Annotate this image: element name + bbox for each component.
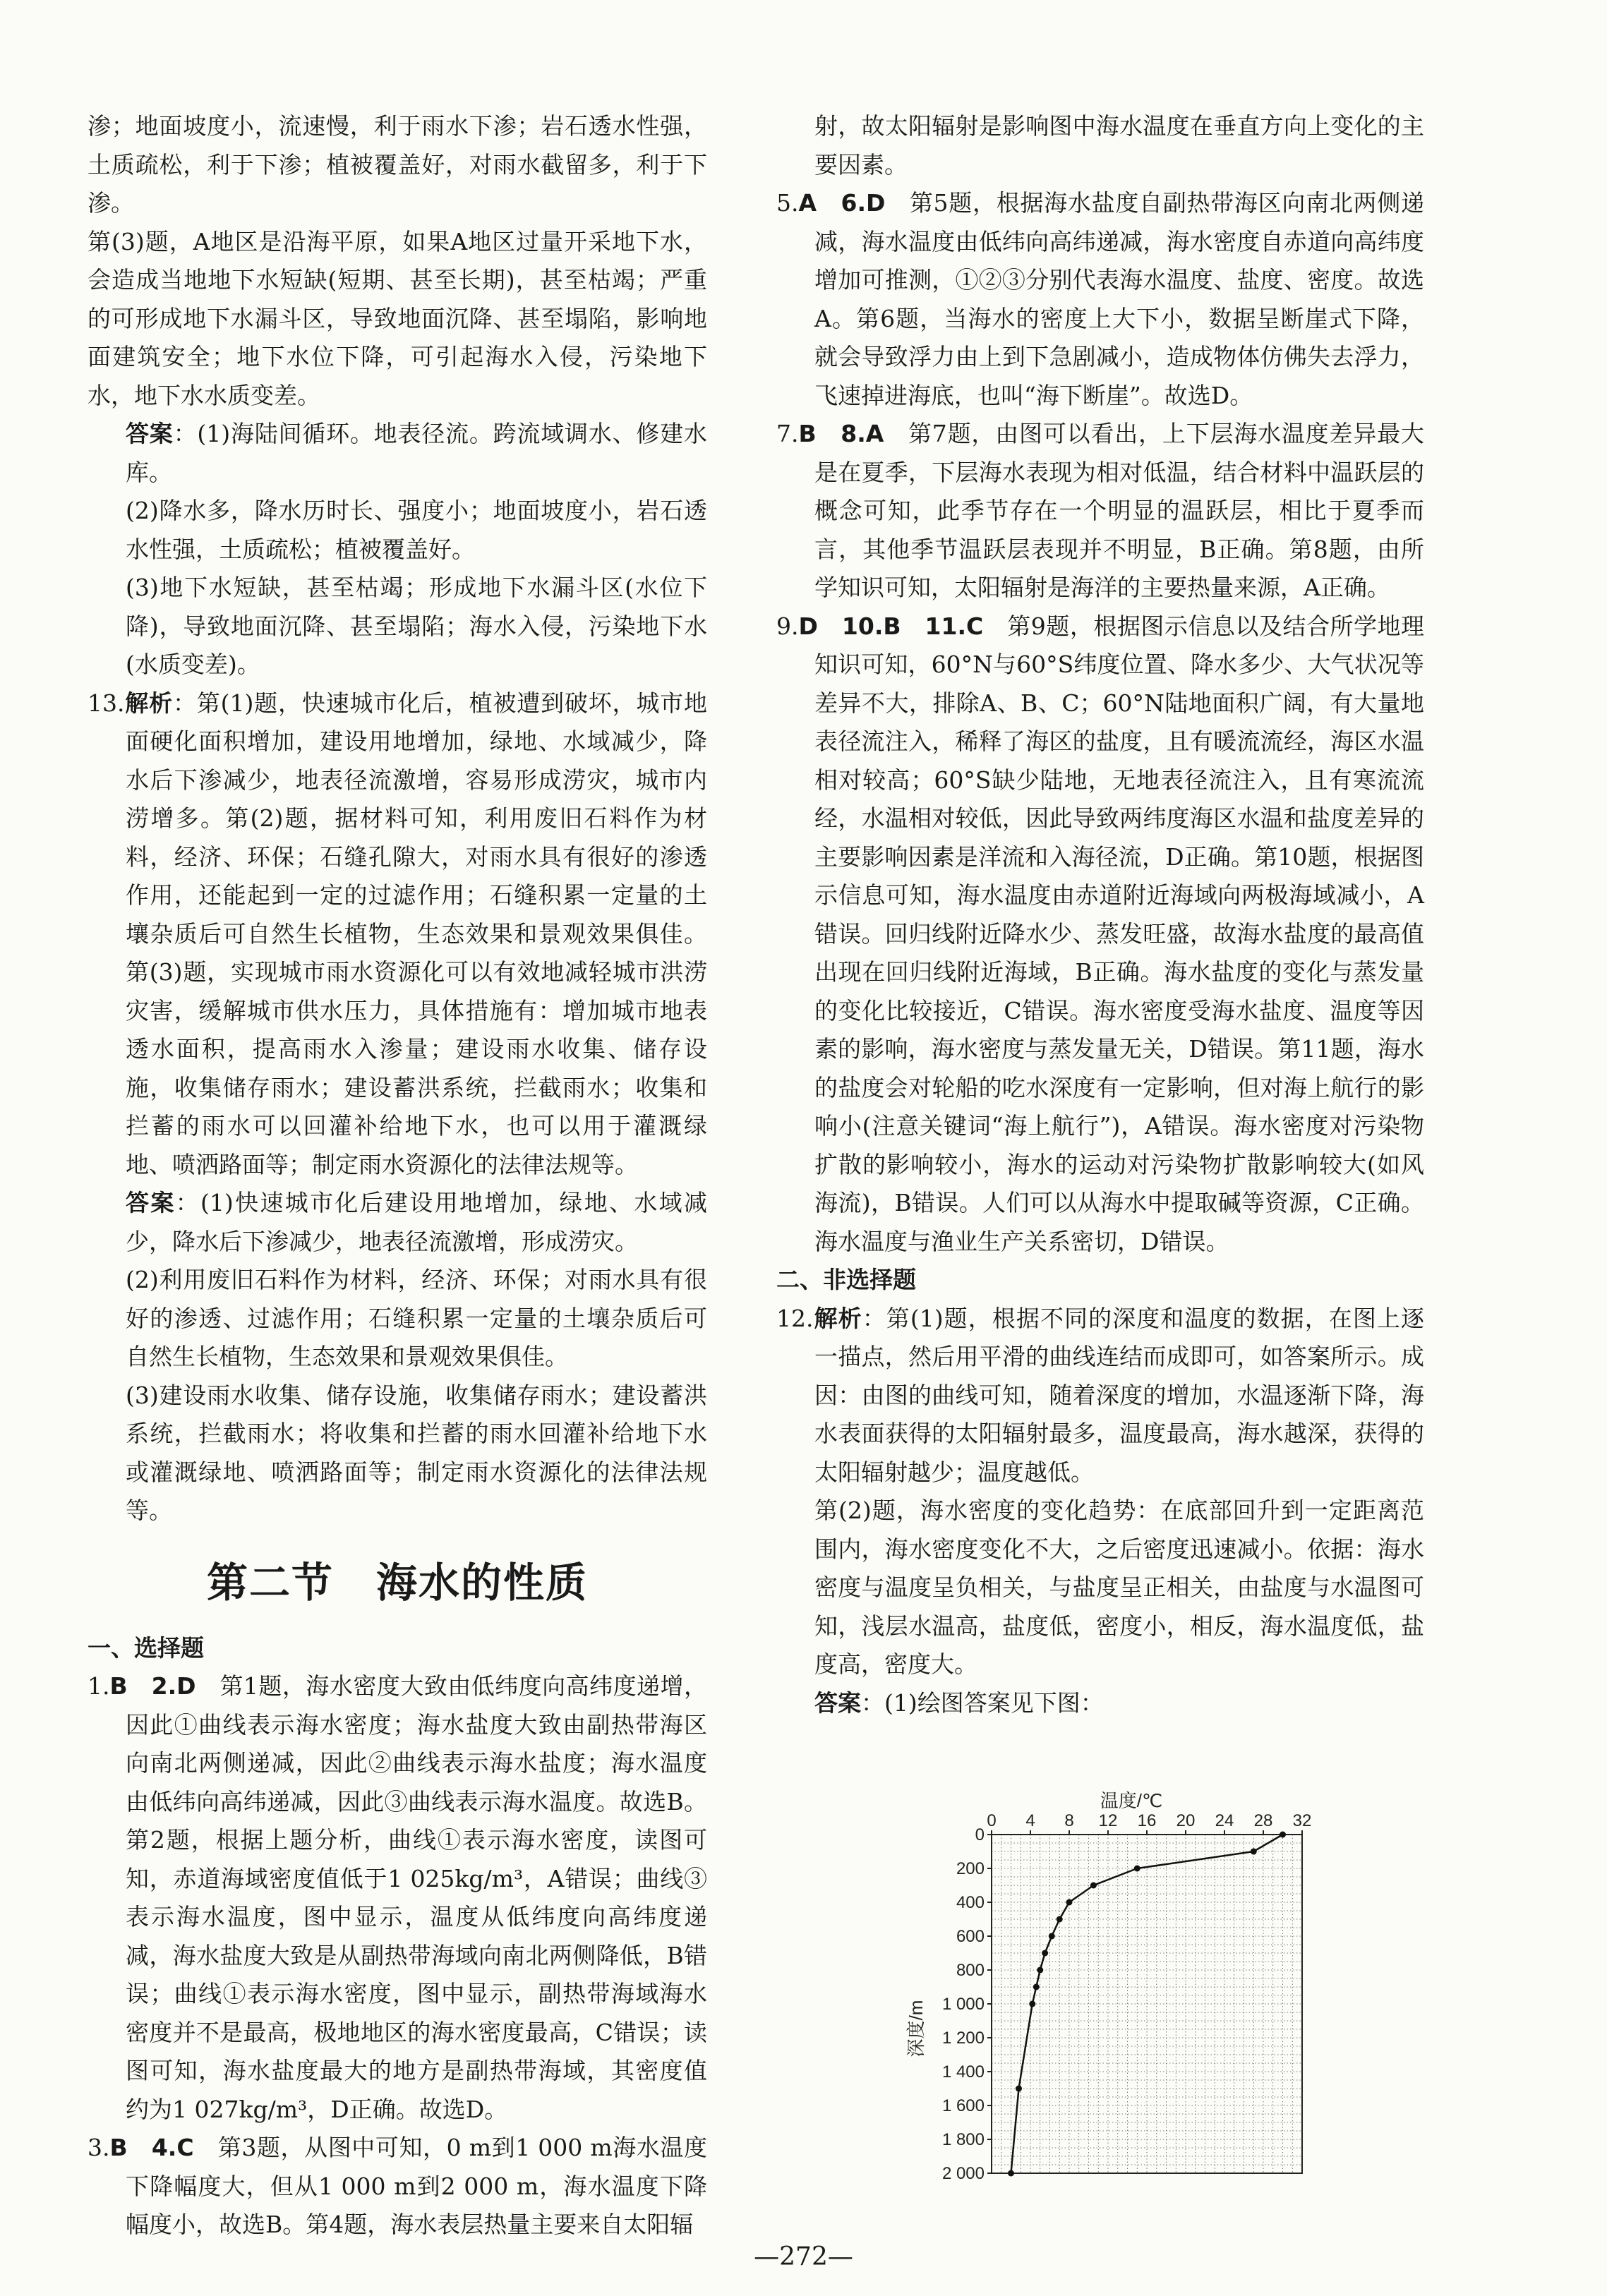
data-point bbox=[1066, 1899, 1073, 1906]
x-tick-label: 8 bbox=[1064, 1811, 1074, 1830]
chart-axes bbox=[942, 1811, 1311, 2183]
answer-paragraph: (2)降水多，降水历时长、强度小；地面坡度小，岩石透水性强，土质疏松；植被覆盖好。 bbox=[126, 497, 707, 563]
y-axis-label: 深度/m bbox=[905, 2000, 927, 2058]
data-point bbox=[1042, 1950, 1048, 1957]
x-axis-label: 温度/℃ bbox=[1100, 1790, 1163, 1811]
x-tick-label: 0 bbox=[987, 1811, 997, 1830]
section-title: 第二节 海水的性质 bbox=[206, 1558, 588, 1607]
analysis-label: 解析 bbox=[813, 1304, 862, 1332]
answer-text: ：(1)海陆间循环。地表径流。跨流域调水、修建水库。 bbox=[126, 420, 708, 486]
y-tick-label: 200 bbox=[956, 1859, 985, 1878]
x-tick-label: 20 bbox=[1176, 1811, 1196, 1830]
data-point bbox=[1090, 1883, 1097, 1889]
paragraph: 渗；地面坡度小，流速慢，利于雨水下渗；岩石透水性强，土质疏松，利于下渗；植被覆盖好，对雨水截留多，利于下渗。 bbox=[88, 112, 707, 217]
data-point bbox=[1280, 1832, 1286, 1838]
question-9 bbox=[776, 608, 1424, 1262]
data-point bbox=[1251, 1849, 1257, 1855]
answer-text: ：(1)绘图答案见下图： bbox=[861, 1688, 1104, 1717]
y-tick-label: 600 bbox=[956, 1927, 985, 1946]
data-point bbox=[1057, 1916, 1063, 1923]
y-tick-label: 1 600 bbox=[941, 2096, 985, 2115]
analysis-text: ：第(1)题，根据不同的深度和温度的数据，在图上逐一描点，然后用平滑的曲线连结而成即可，如答案所示。成因：由图的曲线可知，随着深度的增加，水温逐渐下降，海水表面获得的太阳辐射最多，温度最高，海水越深，获得的太阳辐射越少；温度越低。 bbox=[814, 1304, 1425, 1486]
answer-paragraph: (2)利用废旧石料作为材料，经济、环保；对雨水具有很好的渗透、过滤作用；石缝积累一定量的土壤杂质后可自然生长植物，生态效果和景观效果俱佳。 bbox=[126, 1266, 707, 1370]
temperature-depth-chart bbox=[900, 1789, 1337, 2184]
question-answers: B 4.C bbox=[109, 2134, 194, 2161]
question-number: 9. bbox=[776, 612, 799, 640]
data-point bbox=[1049, 1933, 1055, 1940]
question-1 bbox=[88, 1667, 707, 2129]
paragraph: 第(2)题，海水密度的变化趋势：在底部回升到一定距离范围内，海水密度变化不大，之后密度迅速减小。依据：海水密度与温度呈负相关，与盐度呈正相关，由盐度与水温图可知，浅层水温高，盐度低，密度小，相反，海水温度低，盐度高，密度大。 bbox=[814, 1497, 1424, 1678]
analysis-label: 解析 bbox=[124, 689, 173, 717]
sub-heading: 二、非选择题 bbox=[776, 1266, 916, 1293]
question-number: 13. bbox=[88, 689, 125, 717]
left-column bbox=[88, 107, 707, 2244]
data-point bbox=[1008, 2170, 1014, 2177]
question-text: 第1题，海水密度大致由低纬度向高纬度递增，因此①曲线表示海水密度；海水盐度大致由副热带海区向南北两侧递减，因此②曲线表示海水盐度；海水温度由低纬向高纬递减，因此③曲线表示海水温度。故选B。第2题，根据上题分析，曲线①表示海水密度，读图可知，赤道海域密度值低于1 025kg/m³，A错误；曲线③表示海水温度，图中显示，温度从低纬度向高纬度递减，海水盐度大致是从副热带海域向南北两侧降低，B错误；曲线①表示海水密度，图中显示，副热带海域海水密度并不是最高，极地地区的海水密度最高，C错误；读图可知，海水盐度最大的地方是副热带海域，其密度值约为1 027kg/m³，D正确。故选D。 bbox=[126, 1672, 707, 2123]
question-text: 第3题，从图中可知，0 m到1 000 m海水温度下降幅度大，但从1 000 m到2 000 m，海水温度下降幅度小，故选B。第4题，海水表层热量主要来自太阳辐 bbox=[126, 2134, 708, 2238]
x-tick-label: 12 bbox=[1098, 1811, 1118, 1830]
question-5 bbox=[776, 184, 1424, 415]
y-tick-label: 1 400 bbox=[941, 2062, 985, 2081]
data-point bbox=[1016, 2086, 1022, 2092]
question-answers: D 10.B 11.C bbox=[798, 612, 984, 640]
data-point bbox=[1037, 1967, 1043, 1974]
data-point bbox=[1134, 1866, 1140, 1872]
analysis-text: ：第(1)题，快速城市化后，植被遭到破坏，城市地面硬化面积增加，建设用地增加，绿地、水域减少，降水后下渗减少，地表径流激增，容易形成涝灾，城市内涝增多。第(2)题，据材料可知，利用废旧石料作为材料，经济、环保；石缝孔隙大，对雨水具有很好的渗透作用，还能起到一定的过滤作用；石缝积累一定量的土壤杂质后可自然生长植物，生态效果和景观效果俱佳。第(3)题，实现城市雨水资源化可以有效地减轻城市洪涝灾害，缓解城市供水压力，具体措施有：增加城市地表透水面积，提高雨水入渗量；建设雨水收集、储存设施，收集储存雨水；建设蓄洪系统，拦截雨水；收集和拦蓄的雨水可以回灌补给地下水，也可以用于灌溉绿地、喷洒路面等；制定雨水资源化的法律法规等。 bbox=[126, 689, 708, 1178]
x-tick-label: 16 bbox=[1137, 1811, 1157, 1830]
x-tick-label: 32 bbox=[1292, 1811, 1312, 1830]
question-number: 7. bbox=[776, 420, 799, 447]
answer-paragraph bbox=[776, 1684, 1424, 1723]
paragraph: 射，故太阳辐射是影响图中海水温度在垂直方向上变化的主要因素。 bbox=[814, 112, 1424, 179]
question-number: 12. bbox=[776, 1304, 814, 1332]
question-number: 3. bbox=[88, 2134, 110, 2161]
answer-paragraph bbox=[88, 415, 707, 492]
data-point bbox=[1033, 1984, 1040, 1990]
x-tick-label: 4 bbox=[1025, 1811, 1035, 1830]
y-tick-label: 1 000 bbox=[941, 1995, 985, 2014]
question-13 bbox=[88, 684, 707, 1185]
question-text: 第5题，根据海水盐度自副热带海区向南北两侧递减，海水温度由低纬向高纬递减，海水密度自赤道向高纬度增加可推测，①②③分别代表海水温度、盐度、密度。故选A。第6题，当海水的密度上大下小，数据呈断崖式下降，就会导致浮力由上到下急剧减小，造成物体仿佛失去浮力，飞速掉进海底，也叫“海下断崖”。故选D。 bbox=[814, 189, 1424, 409]
answer-label: 答案 bbox=[126, 420, 174, 447]
chart-grid bbox=[992, 1835, 1302, 2173]
question-answers: A 6.D bbox=[798, 189, 886, 217]
y-tick-label: 2 000 bbox=[941, 2164, 985, 2183]
right-column bbox=[776, 107, 1424, 1722]
y-tick-label: 1 200 bbox=[941, 2029, 985, 2048]
answer-paragraph: (3)建设雨水收集、储存设施，收集储存雨水；建设蓄洪系统，拦截雨水；将收集和拦蓄的雨水回灌补给地下水或灌溉绿地、喷洒路面等；制定雨水资源化的法律法规等。 bbox=[126, 1381, 707, 1524]
question-12 bbox=[776, 1300, 1424, 1492]
answer-text: ：(1)快速城市化后建设用地增加，绿地、水域减少，降水后下渗减少，地表径流激增，形成涝灾。 bbox=[126, 1189, 708, 1255]
y-tick-label: 800 bbox=[956, 1961, 985, 1980]
x-tick-label: 28 bbox=[1253, 1811, 1273, 1830]
page-number: —272— bbox=[754, 2242, 853, 2271]
y-tick-label: 400 bbox=[956, 1893, 985, 1912]
x-tick-label: 24 bbox=[1215, 1811, 1234, 1830]
sub-heading: 一、选择题 bbox=[88, 1633, 204, 1662]
answer-paragraph bbox=[88, 1184, 707, 1261]
data-point bbox=[1029, 2001, 1035, 2007]
question-3 bbox=[88, 2129, 707, 2244]
answer-label: 答案 bbox=[126, 1189, 176, 1216]
y-tick-label: 1 800 bbox=[941, 2130, 985, 2149]
y-tick-label: 0 bbox=[975, 1825, 985, 1844]
paragraph: 第(3)题，A地区是沿海平原，如果A地区过量开采地下水，会造成当地地下水短缺(短期、甚至长期)，甚至枯竭；严重的可形成地下水漏斗区，导致地面沉降、甚至塌陷，影响地面建筑安全；地下水位下降，可引起海水入侵，污染地下水，地下水水质变差。 bbox=[88, 227, 707, 409]
question-text: 第7题，由图可以看出，上下层海水温度差异最大是在夏季，下层海水表现为相对低温，结合材料中温跃层的概念可知，此季节存在一个明显的温跃层，相比于夏季而言，其他季节温跃层表现并不明显，B正确。第8题，由所学知识可知，太阳辐射是海洋的主要热量来源，A正确。 bbox=[814, 420, 1424, 601]
question-number: 5. bbox=[776, 189, 799, 217]
answer-paragraph: (3)地下水短缺，甚至枯竭；形成地下水漏斗区(水位下降)，导致地面沉降、甚至塌陷；海水入侵，污染地下水(水质变差)。 bbox=[126, 574, 707, 678]
question-text: 第9题，根据图示信息以及结合所学地理知识可知，60°N与60°S纬度位置、降水多少、大气状况等差异不大，排除A、B、C；60°N陆地面积广阔，有大量地表径流注入，稀释了海区的盐度，且有暖流流经，海区水温相对较高；60°S缺少陆地，无地表径流注入，且有寒流流经，水温相对较低，因此导致两纬度海区水温和盐度差异的主要影响因素是洋流和入海径流，D正确。第10题，根据图示信息可知，海水温度由赤道附近海域向两极海域减小，A错误。回归线附近降水少、蒸发旺盛，故海水盐度的最高值出现在回归线附近海域，B正确。海水盐度的变化与蒸发量的变化比较接近，C错误。海水密度受海水盐度、温度等因素的影响，海水密度与蒸发量无关，D错误。第11题，海水的盐度会对轮船的吃水深度有一定影响，但对海上航行的影响小(注意关键词“海上航行”)，A错误。海水密度对污染物扩散的影响较小，海水的运动对污染物扩散影响较大(如风海流)，B错误。人们可以从海水中提取碱等资源，C正确。海水温度与渔业生产关系密切，D错误。 bbox=[814, 612, 1425, 1255]
question-answers: B 2.D bbox=[109, 1672, 196, 1700]
question-7 bbox=[776, 415, 1424, 608]
answer-label: 答案 bbox=[814, 1688, 861, 1717]
question-number: 1. bbox=[88, 1672, 110, 1700]
question-answers: B 8.A bbox=[798, 420, 884, 447]
